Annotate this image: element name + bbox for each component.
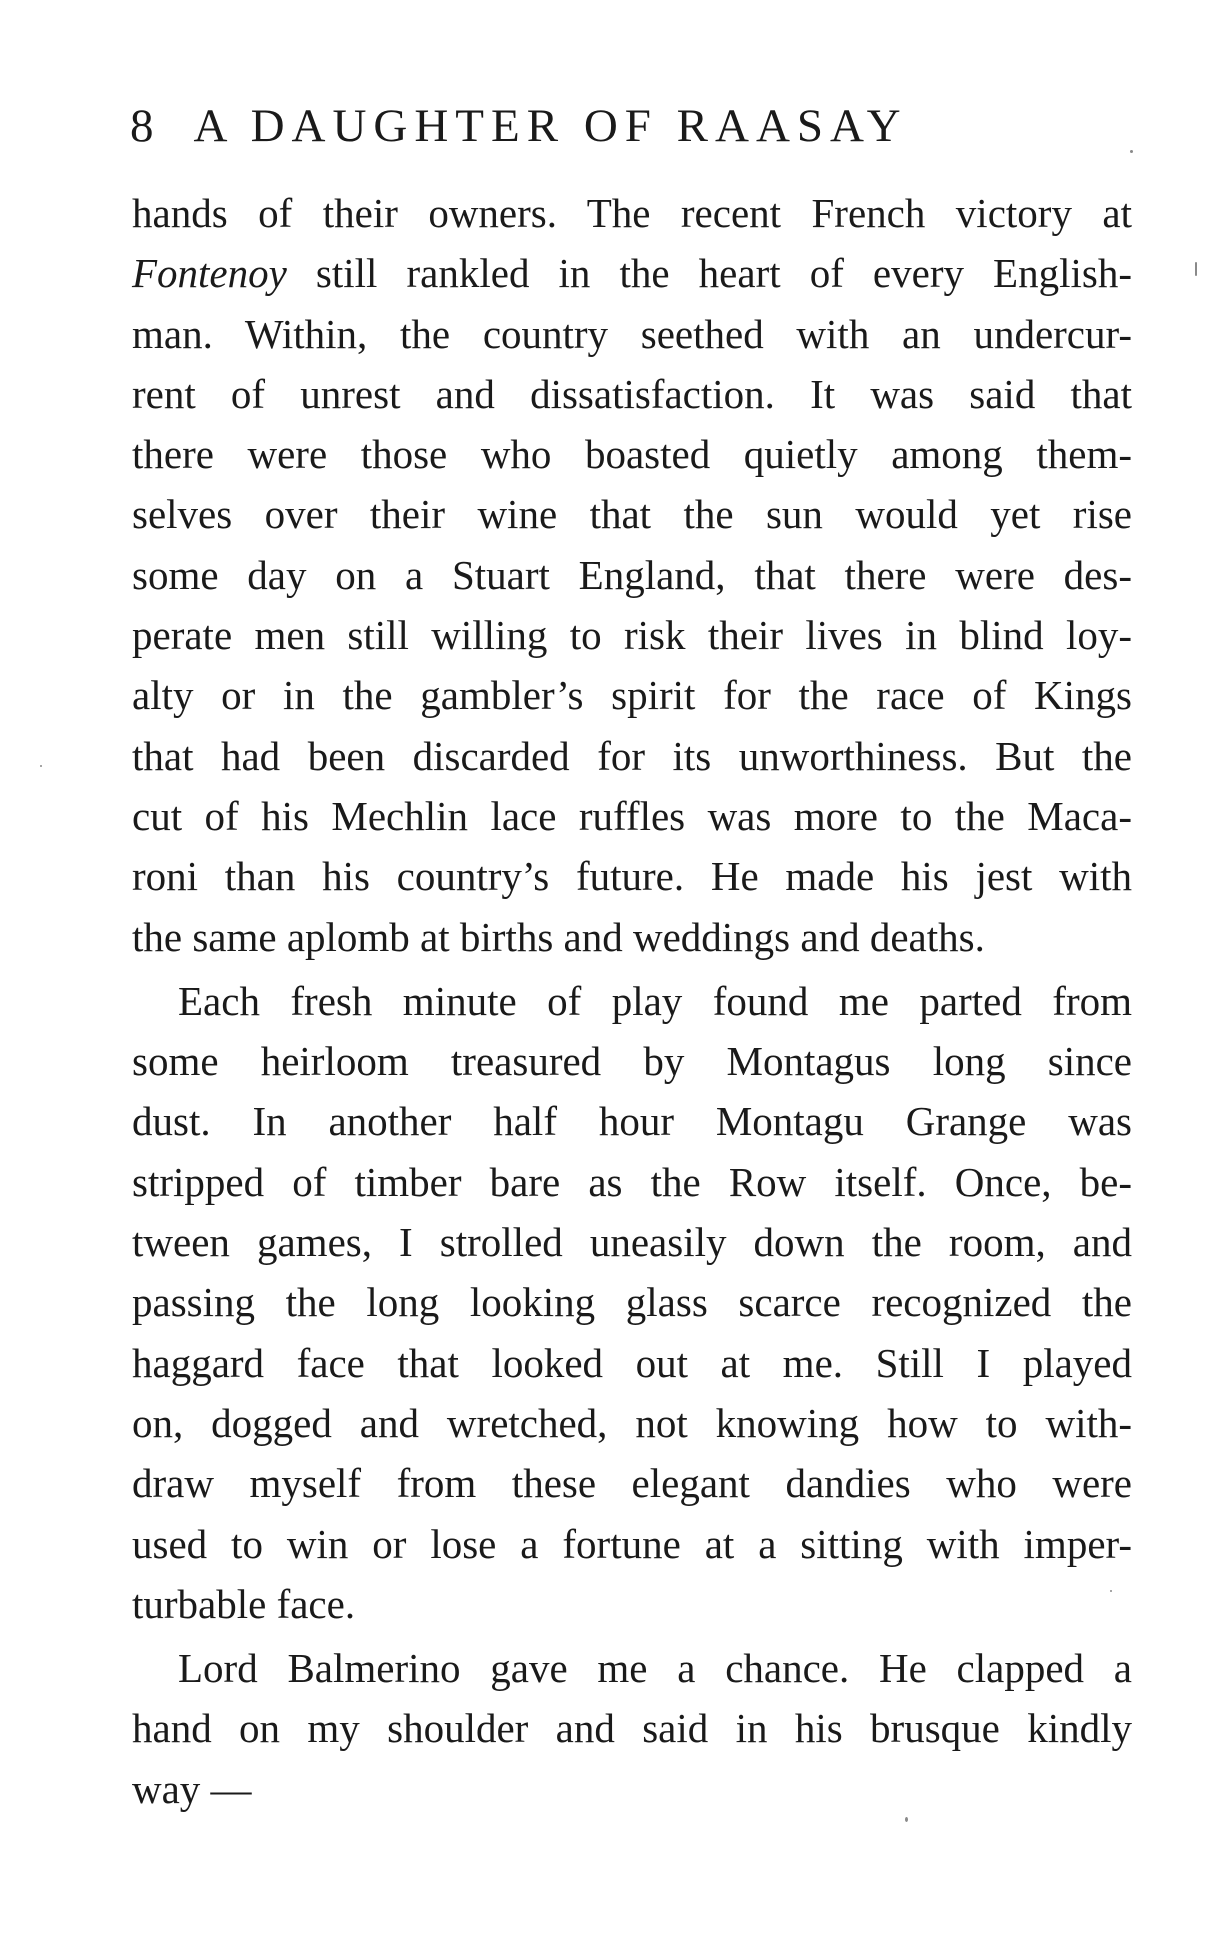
text-line: Each fresh minute of play found me parted from [178,977,1132,1024]
text-line: perate men still willing to risk their lives in blind loy- [132,612,1132,659]
page-number: 8 [130,100,154,152]
text-line: alty or in the gambler’s spirit for the race of Kings [132,672,1132,719]
text-line: dust. In another half hour Montagu Grange was [132,1098,1132,1145]
scan-speck [40,765,42,767]
text-line: some heirloom treasured by Montagus long since [132,1038,1132,1085]
text-line: on, dogged and wretched, not knowing how to with- [132,1399,1132,1446]
text-line: there were those who boasted quietly among them- [132,431,1132,478]
text-line: cut of his Mechlin lace ruffles was more to the Maca- [132,792,1132,839]
text-line: some day on a Stuart England, that there were des- [132,551,1132,598]
text-line: rent of unrest and dissatisfaction. It was said that [132,370,1132,417]
text-line: roni than his country’s future. He made his jest with [132,853,1132,900]
text-line: way — [132,1765,252,1812]
text-line: hands of their owners. The recent French victory at [132,190,1132,236]
italic-place-name: Fontenoy [132,250,287,297]
text-line: the same aplomb at births and weddings and deaths. [132,913,985,960]
text-line: that had been discarded for its unworthiness. But the [132,732,1132,779]
text-line: haggard face that looked out at me. Still I played [132,1339,1132,1386]
running-head [130,96,1130,156]
running-title: A DAUGHTER OF RAASAY [193,100,908,152]
scan-speck [1110,1590,1112,1592]
text-line: stripped of timber bare as the Row itself. Once, be- [132,1158,1132,1205]
text-line: selves over their wine that the sun would yet rise [132,491,1132,538]
text-line: tween games, I strolled uneasily down the room, and [132,1219,1132,1266]
text-line: draw myself from these elegant dandies who were [132,1460,1132,1507]
text-line: Lord Balmerino gave me a chance. He clapped a [178,1645,1132,1692]
paragraph [132,971,1132,1634]
text-line: Fontenoy still rankled in the heart of every English- [132,250,1132,297]
scan-speck [1195,262,1197,276]
body-text [132,183,1132,1819]
text-line: used to win or lose a fortune at a sitting with imper- [132,1520,1132,1567]
paragraph [132,183,1132,967]
text-line: man. Within, the country seethed with an undercur- [132,310,1132,357]
paragraph [132,1638,1132,1819]
text-line: turbable face. [132,1580,356,1627]
text-line: hand on my shoulder and said in his brusque kindly [132,1705,1132,1752]
scan-speck [905,1817,908,1822]
text-line: passing the long looking glass scarce recognized the [132,1279,1132,1326]
scan-speck [1130,150,1133,153]
